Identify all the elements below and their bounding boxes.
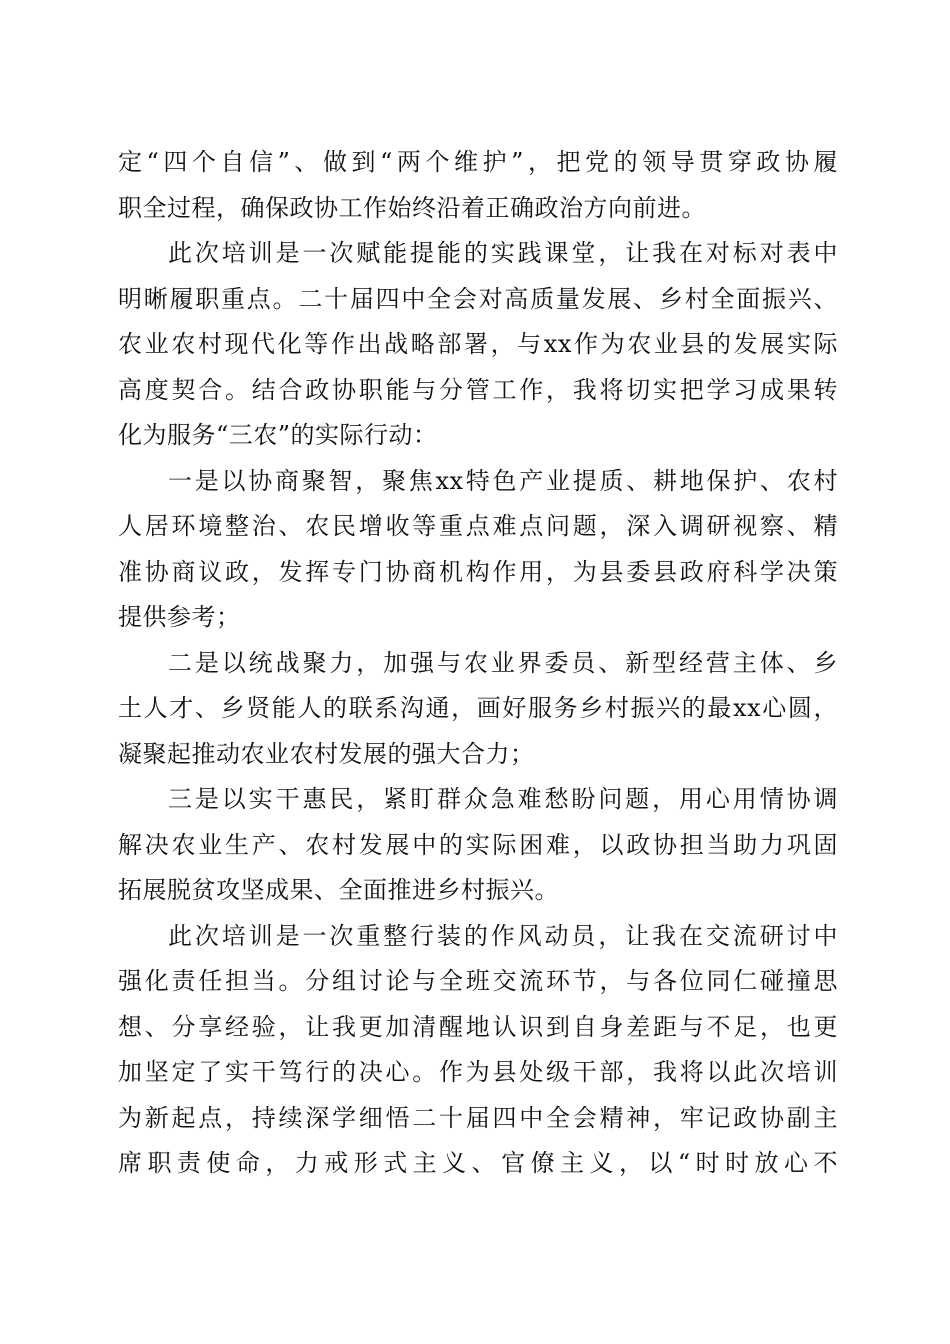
text-line: 人居环境整治、农民增收等重点难点问题，深入调研视察、精: [118, 512, 838, 540]
text-line: 想、分享经验，让我更加清醒地认识到自身差距与不足，也更: [118, 1012, 838, 1041]
text-line: 准协商议政，发挥专门协商机构作用，为县委县政府科学决策: [118, 557, 838, 586]
text-line: 加坚定了实干笃行的决心。作为县处级干部，我将以此次培训: [118, 1058, 838, 1086]
text-line: 农业农村现代化等作出战略部署，与xx作为农业县的发展实际: [118, 330, 838, 358]
paragraph-3: [118, 459, 838, 641]
text-line: 此次培训是一次赋能提能的实践课堂，让我在对标对表中: [168, 239, 838, 267]
text-line: 凝聚起推动农业农村发展的强大合力；: [118, 739, 535, 768]
paragraph-4: [118, 641, 838, 778]
text-line: 土人才、乡贤能人的联系沟通，画好服务乡村振兴的最xx心圆，: [118, 694, 838, 722]
text-line: 化为服务“三农”的实际行动：: [118, 421, 438, 449]
text-line: 职全过程，确保政协工作始终沿着正确政治方向前进。: [118, 193, 706, 222]
paragraph-6: [118, 914, 838, 1187]
document-body: [118, 140, 838, 1187]
text-line: 席职责使命，力戒形式主义、官僚主义，以“时时放心不: [118, 1149, 838, 1177]
text-line: 为新起点，持续深学细悟二十届四中全会精神，牢记政协副主: [118, 1103, 838, 1132]
text-line: 高度契合。结合政协职能与分管工作，我将切实把学习成果转: [118, 375, 838, 404]
text-line: 明晰履职重点。二十届四中全会对高质量发展、乡村全面振兴、: [118, 284, 838, 313]
text-line: 提供参考；: [118, 603, 241, 631]
text-line: 拓展脱贫攻坚成果、全面推进乡村振兴。: [118, 876, 559, 904]
text-line: 二是以统战聚力，加强与农业界委员、新型经营主体、乡: [168, 648, 838, 677]
text-line: 三是以实干惠民，紧盯群众急难愁盼问题，用心用情协调: [168, 785, 838, 813]
paragraph-1: [118, 140, 838, 231]
text-line: 强化责任担当。分组讨论与全班交流环节，与各位同仁碰撞思: [118, 967, 838, 995]
text-line: 一是以协商聚智，聚焦xx特色产业提质、耕地保护、农村: [168, 466, 838, 495]
text-line: 此次培训是一次重整行装的作风动员，让我在交流研讨中: [168, 921, 838, 950]
text-line: 定“四个自信”、做到“两个维护”，把党的领导贯穿政协履: [118, 148, 838, 176]
text-line: 解决农业生产、农村发展中的实际困难，以政协担当助力巩固: [118, 830, 838, 859]
paragraph-2: [118, 231, 838, 459]
paragraph-5: [118, 777, 838, 914]
